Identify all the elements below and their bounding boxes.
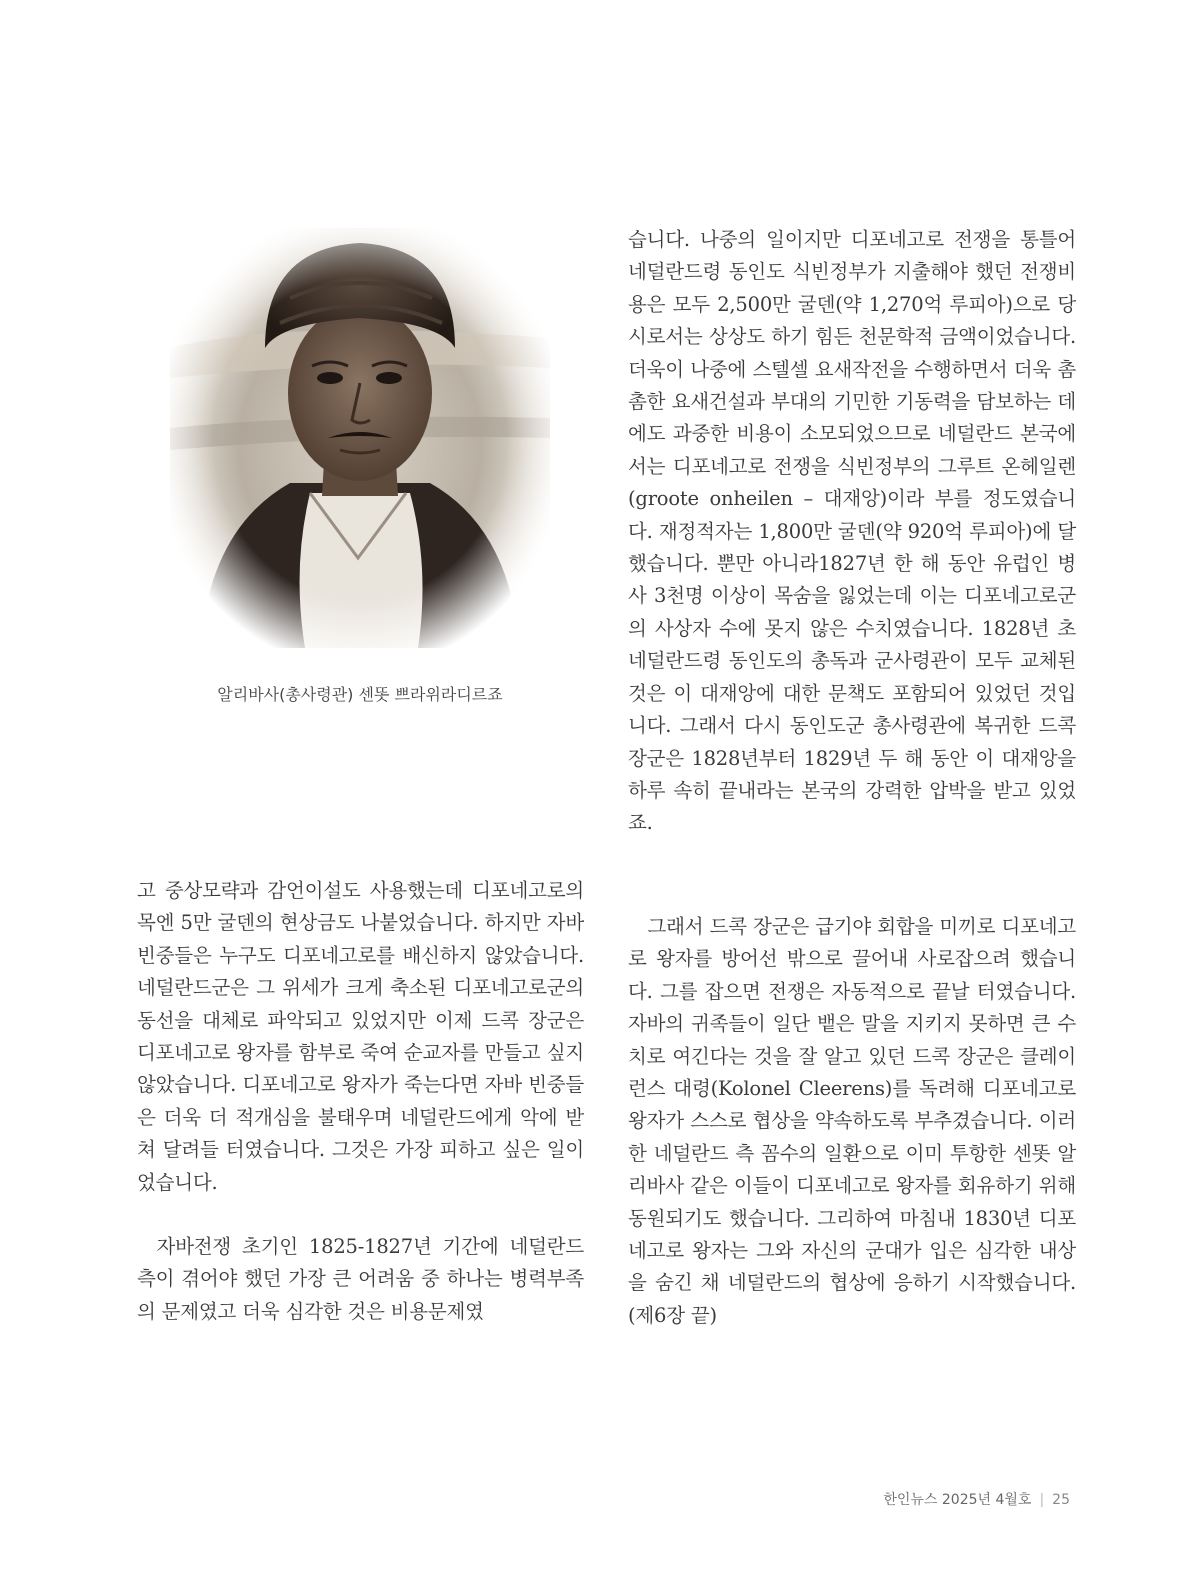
body-paragraph: 그래서 드콕 장군은 급기야 회합을 미끼로 디포네고로 왕자를 방어선 밖으로 끌어내 사로잡으려 했습니다. 그를 잡으면 전쟁은 자동적으로 끝날 터였습니다. 자바의 귀족들이 일단 뱉은 말을 지키지 못하면 큰 수치로 여긴다는 것을 잘 알고 있던 드콕 장군은 클레이런스 대령(Kolonel Cleerens)를 독려해 디포네고로 왕자가 스스로 협상을 약속하도록 부추겼습니다. 이러한 네덜란드 측 꼼수의 일환으로 이미 투항한 센똣 알리바사 같은 이들이 디포네고로 왕자를 회유하기 위해 동원되기도 했습니다. 그리하여 마침내 1830년 디포네고로 왕자는 그와 자신의 군대가 입은 심각한 내상을 숨긴 채 네덜란드의 협상에 응하기 시작했습니다. (제6장 끝) [628,915,1076,1327]
left-column-text [137,875,584,1328]
right-column-text-top [628,224,1076,840]
footer-separator: | [1039,1492,1045,1508]
body-paragraph: 고 중상모략과 감언이설도 사용했는데 디포네고로의 목엔 5만 굴덴의 현상금도 나붙었습니다. 하지만 자바 빈중들은 누구도 디포네고로를 배신하지 않았습니다. 네덜란드군은 그 위세가 크게 축소된 디포네고로군의 동선을 대체로 파악되고 있었지만 이제 드콕 장군은 디포네고로 왕자를 함부로 죽여 순교자를 만들고 싶지 않았습니다. 디포네고로 왕자가 죽는다면 자바 빈중들은 더욱 더 적개심을 불태우며 네덜란드에게 악에 받쳐 달려들 터였습니다. 그것은 가장 피하고 싶은 일이었습니다. [137,879,584,1194]
portrait-photo [170,228,550,648]
publication-name: 한인뉴스 2025년 4월호 [883,1492,1032,1508]
right-column-text-bottom [628,911,1076,1332]
page-number: 25 [1052,1492,1070,1508]
photo-caption: 알리바사(총사령관) 센똣 쁘라위라디르죠 [217,685,503,704]
body-paragraph: 습니다. 나중의 일이지만 디포네고로 전쟁을 통틀어 네덜란드령 동인도 식빈정부가 지출해야 했던 전쟁비용은 모두 2,500만 굴덴(약 1,270억 루피아)으로 당시로서는 상상도 하기 힘든 천문학적 금액이었습니다. 더욱이 나중에 스텔셀 요새작전을 수행하면서 더욱 촘촘한 요새건설과 부대의 기민한 기동력을 담보하는 데에도 과중한 비용이 소모되었으므로 네덜란드 본국에서는 디포네고로 전쟁을 식빈정부의 그루트 온헤일렌(groote onheilen – 대재앙)이라 부를 정도였습니다. 재정적자는 1,800만 굴덴(약 920억 루피아)에 달했습니다. 뿐만 아니라1827년 한 해 동안 유럽인 병사 3천명 이상이 목숨을 잃었는데 이는 디포네고로군의 사상자 수에 못지 않은 수치였습니다. 1828년 초 네덜란드령 동인도의 총독과 군사령관이 모두 교체된 것은 이 대재앙에 대한 문책도 포함되어 있었던 것입니다. 그래서 다시 동인도군 총사령관에 복귀한 드콕 장군은 1828년부터 1829년 두 해 동안 이 대재앙을 하루 속히 끝내라는 본국의 강력한 압박을 받고 있었죠. [628,228,1076,835]
page-footer [883,1489,1070,1509]
body-paragraph: 자바전쟁 초기인 1825-1827년 기간에 네덜란드 측이 겪어야 했던 가장 큰 어려움 중 하나는 병력부족의 문제였고 더욱 심각한 것은 비용문제였 [137,1235,584,1323]
portrait-illustration [170,228,550,648]
